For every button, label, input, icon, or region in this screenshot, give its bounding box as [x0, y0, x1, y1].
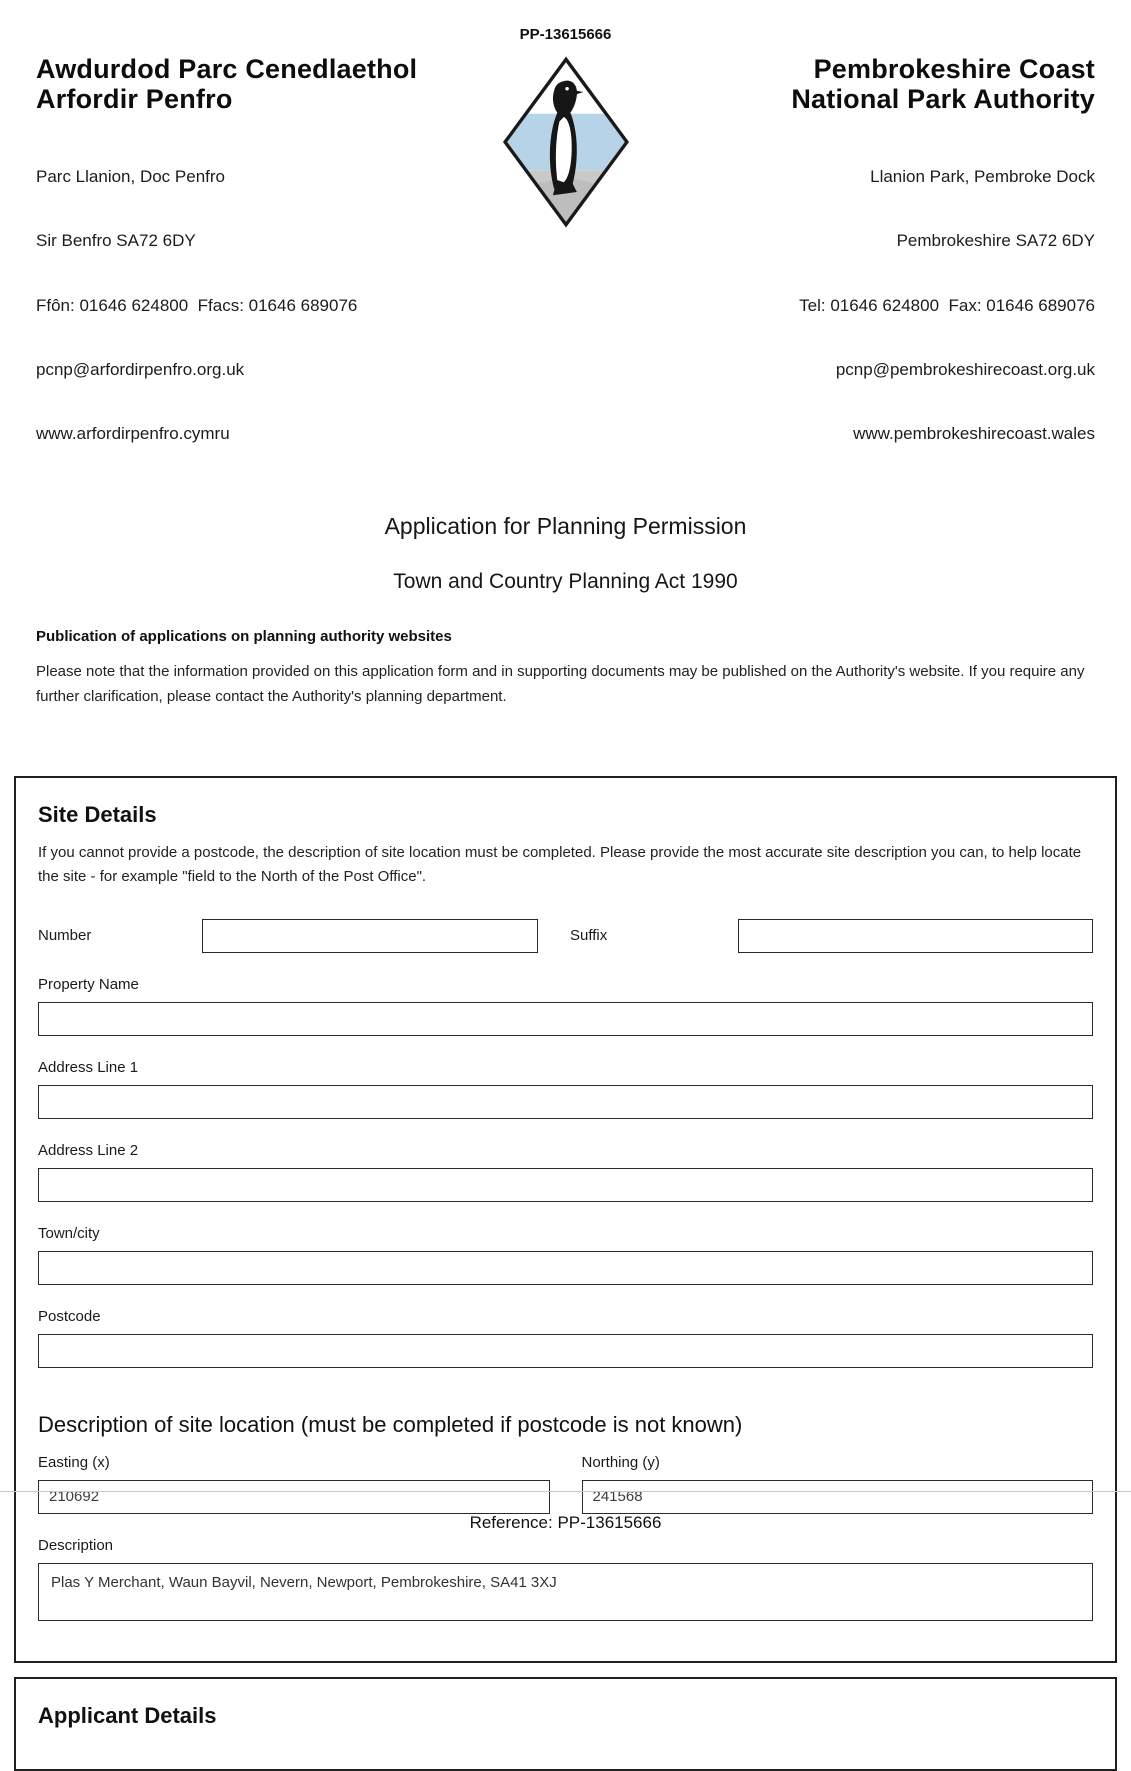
- authority-header: [36, 55, 1095, 487]
- property-name-group: [38, 976, 1093, 1036]
- publication-heading: Publication of applications on planning authority websites: [36, 628, 452, 646]
- npa-logo: [476, 55, 656, 229]
- site-details-intro: If you cannot provide a postcode, the description of site location must be completed. Please provide the most accurate site description you can, to help locate the site - for example "field to the North of the Post Office".: [38, 843, 1082, 885]
- form-reference: PP-13615666: [519, 26, 612, 43]
- property-name-input[interactable]: [38, 1002, 1093, 1036]
- english-authority-block: [656, 55, 1096, 487]
- easting-label: Easting (x): [38, 1453, 110, 1471]
- english-address-line: Tel: 01646 624800 Fax: 01646 689076: [799, 295, 1095, 315]
- description-label: Description: [38, 1536, 114, 1554]
- postcode-input[interactable]: [38, 1334, 1093, 1368]
- number-suffix-row: [38, 919, 1093, 953]
- applicant-details-heading: Applicant Details: [38, 1702, 217, 1728]
- english-address-line: Pembrokeshire SA72 6DY: [896, 231, 1095, 251]
- footer-reference: Reference: PP-13615666: [469, 1513, 662, 1532]
- english-authority-address: [656, 123, 1096, 487]
- welsh-authority-block: [36, 55, 476, 487]
- town-city-group: [38, 1225, 1093, 1285]
- suffix-label: Suffix: [570, 927, 608, 945]
- welsh-authority-title-line1: Awdurdod Parc Cenedlaethol: [36, 54, 418, 84]
- northing-label: Northing (y): [581, 1453, 660, 1471]
- english-authority-title-line1: Pembrokeshire Coast: [813, 54, 1095, 84]
- address-line-2-input[interactable]: [38, 1168, 1093, 1202]
- english-authority-title: [656, 55, 1096, 114]
- english-authority-title-line2: National Park Authority: [791, 83, 1095, 114]
- address-line-2-group: [38, 1142, 1093, 1202]
- site-location-heading: Description of site location (must be completed if postcode is not known): [38, 1411, 743, 1437]
- postcode-label: Postcode: [38, 1307, 101, 1325]
- english-address-line: Llanion Park, Pembroke Dock: [870, 167, 1095, 187]
- welsh-address-line: Ffôn: 01646 624800 Ffacs: 01646 689076: [36, 295, 358, 315]
- number-label: Number: [38, 927, 92, 945]
- address-line-1-group: [38, 1059, 1093, 1119]
- address-line-2-label: Address Line 2: [38, 1141, 139, 1159]
- act-title: Town and Country Planning Act 1990: [393, 570, 738, 594]
- publication-note: Please note that the information provided on this application form and in supporting documents may be published on the Authority's website. If you require any further clarification, please contact the Authority's planning department.: [36, 663, 1085, 706]
- address-line-1-input[interactable]: [38, 1085, 1093, 1119]
- address-line-1-label: Address Line 1: [38, 1058, 139, 1076]
- razorbill-diamond-icon: [499, 55, 633, 229]
- welsh-address-line: Parc Llanion, Doc Penfro: [36, 167, 225, 187]
- number-input[interactable]: [202, 919, 538, 953]
- english-website: www.pembrokeshirecoast.wales: [853, 424, 1095, 444]
- welsh-authority-title-line2: Arfordir Penfro: [36, 83, 233, 114]
- description-field[interactable]: Plas Y Merchant, Waun Bayvil, Nevern, Newport, Pembrokeshire, SA41 3XJ: [38, 1563, 1093, 1621]
- welsh-email: pcnp@arfordirpenfro.org.uk: [36, 359, 245, 379]
- town-city-label: Town/city: [38, 1224, 100, 1242]
- form-title: Application for Planning Permission: [384, 513, 747, 540]
- welsh-authority-title: [36, 55, 476, 114]
- applicant-details-section: [14, 1677, 1117, 1771]
- welsh-authority-address: [36, 123, 476, 487]
- welsh-website: www.arfordirpenfro.cymru: [36, 424, 230, 444]
- town-city-input[interactable]: [38, 1251, 1093, 1285]
- english-email: pcnp@pembrokeshirecoast.org.uk: [835, 359, 1095, 379]
- postcode-group: [38, 1308, 1093, 1368]
- description-group: [38, 1537, 1093, 1621]
- property-name-label: Property Name: [38, 975, 139, 993]
- welsh-address-line: Sir Benfro SA72 6DY: [36, 231, 196, 251]
- site-details-heading: Site Details: [38, 801, 157, 827]
- page-footer: [0, 1491, 1131, 1533]
- suffix-input[interactable]: [738, 919, 1093, 953]
